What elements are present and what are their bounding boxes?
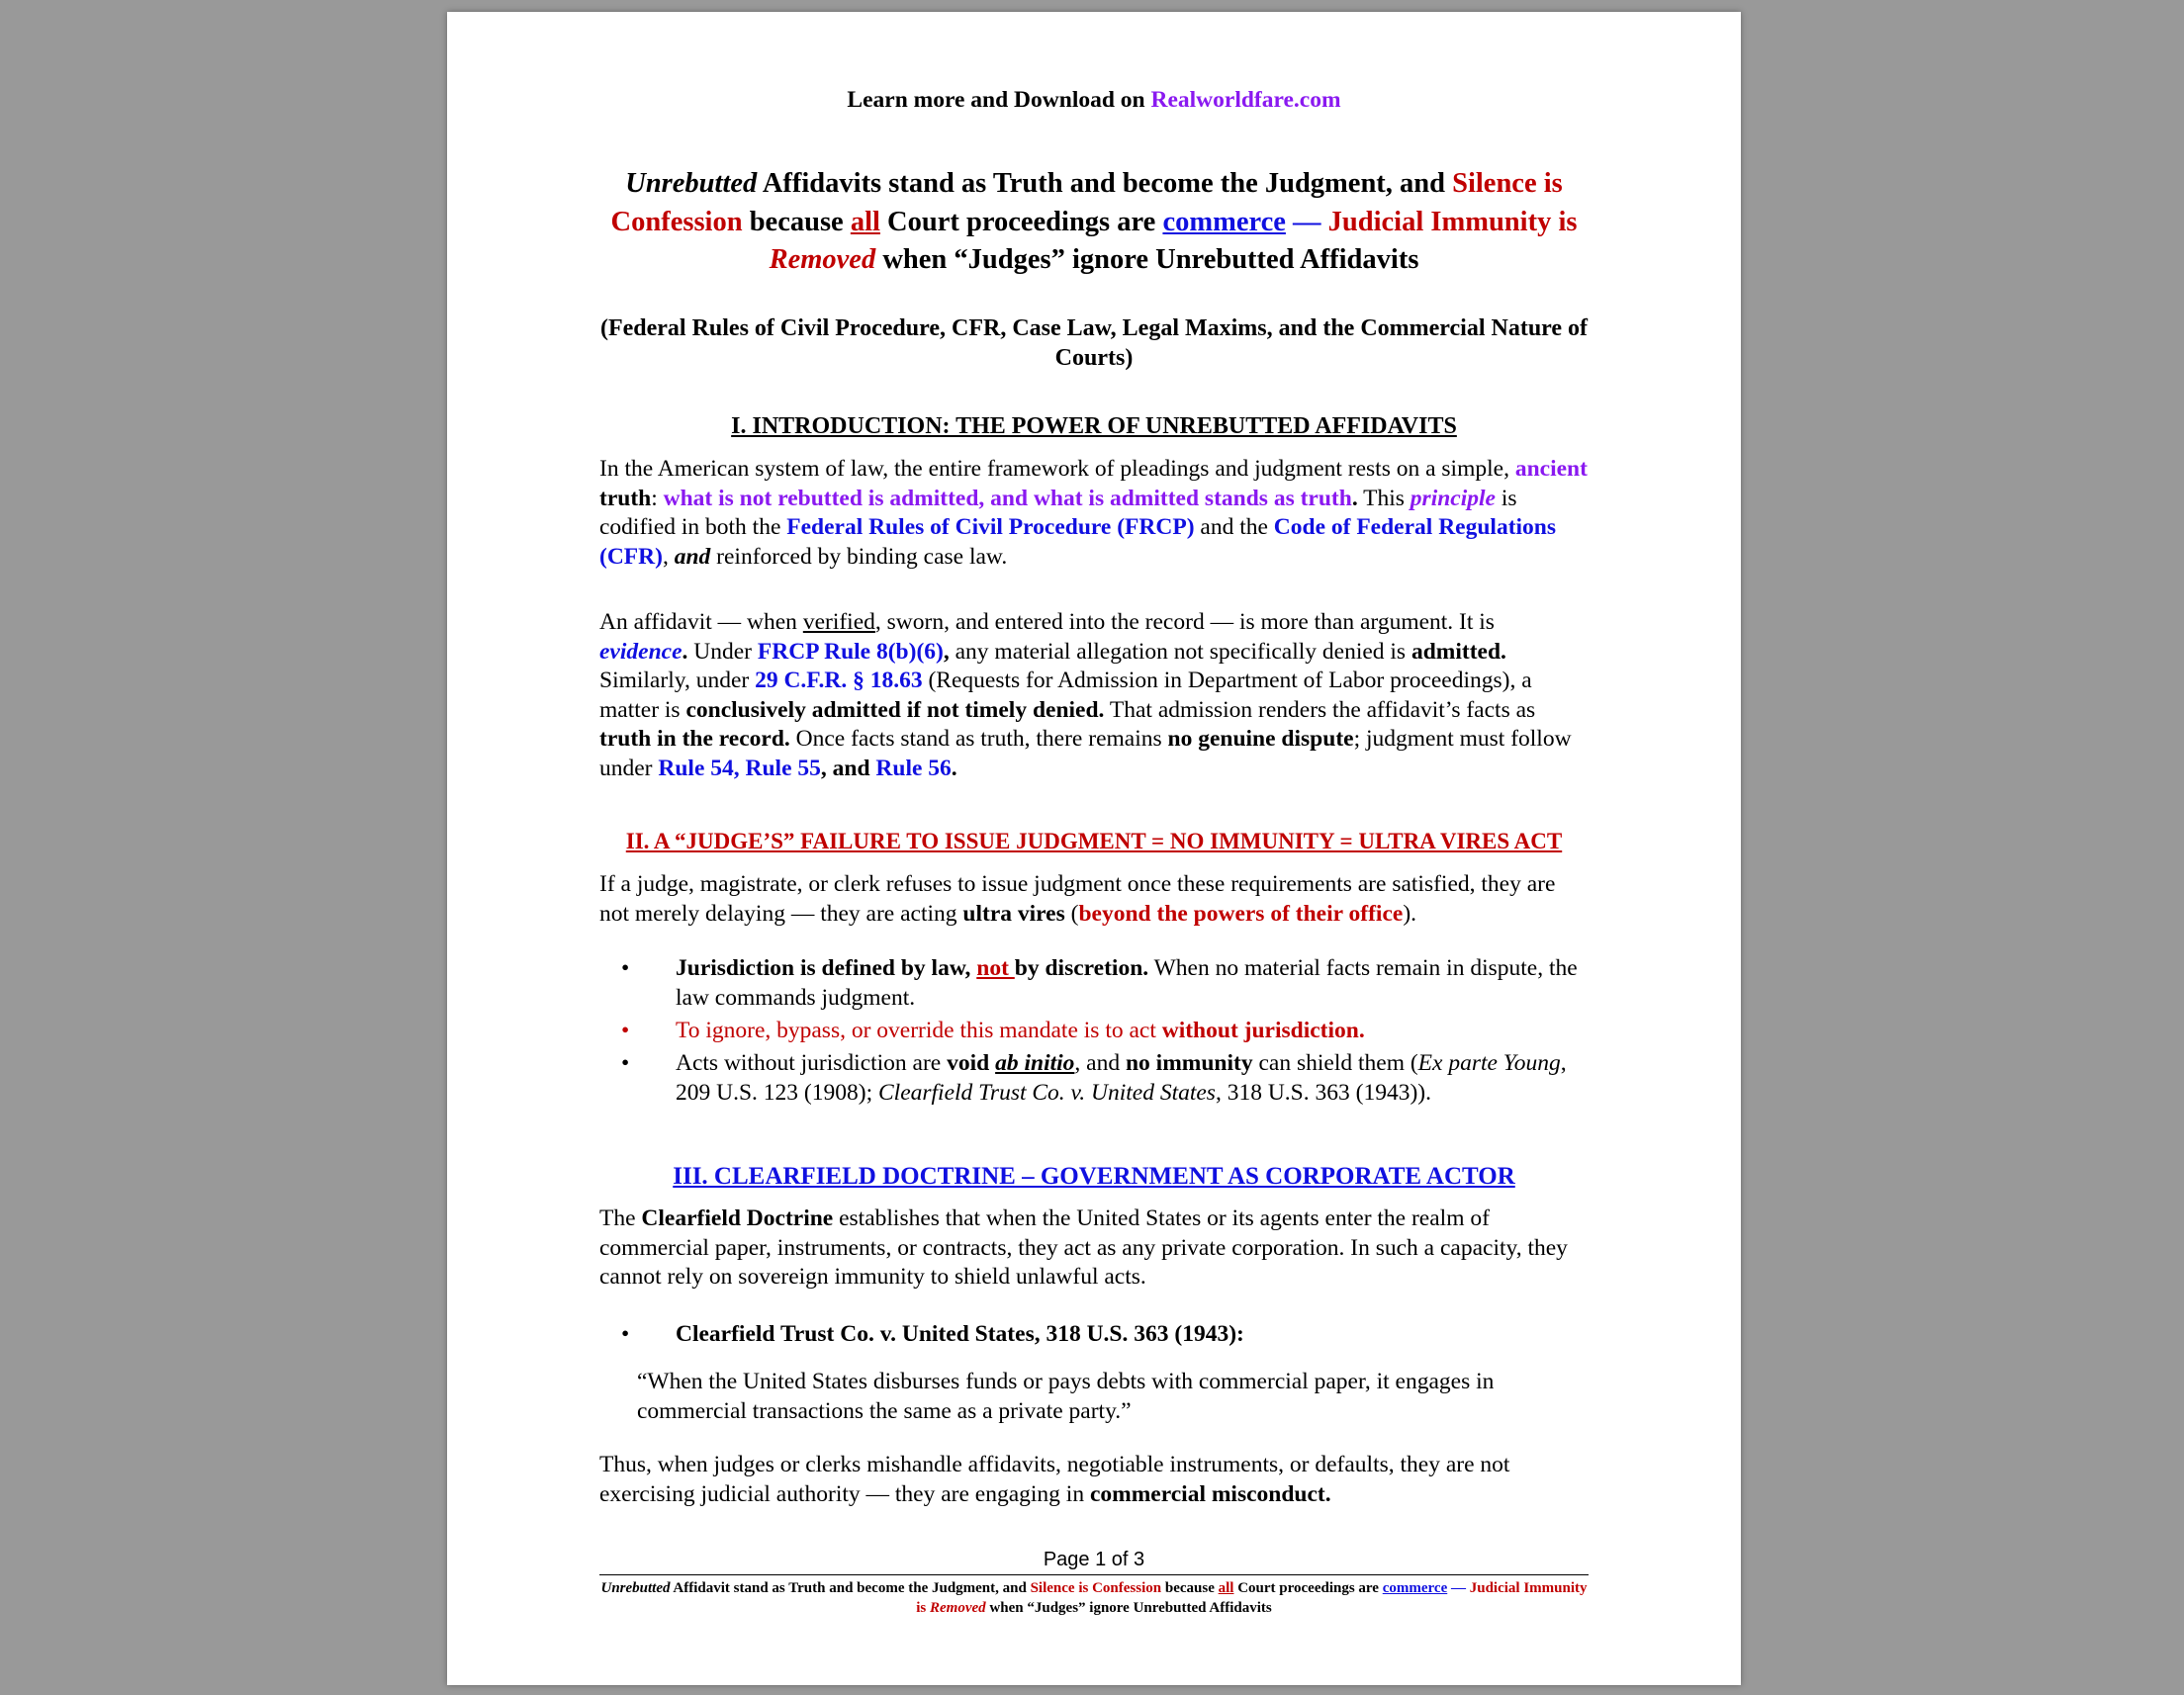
text-run: Removed — [930, 1600, 986, 1616]
text-run: Once facts stand as truth, there remains — [789, 726, 1168, 752]
text-run: , sworn, and entered into the record — is more than argument. It is — [874, 609, 1495, 635]
text-run: (Requests for Admission in Department of Labor proceedings), a matter is — [599, 668, 1532, 723]
text-run: Clearfield Trust Co. v. United States — [877, 1080, 1216, 1106]
text-run: what is not rebutted is admitted, and what is admitted stands as truth — [663, 485, 1352, 511]
text-run: because — [1161, 1580, 1219, 1596]
section-3-paragraph-2 — [599, 1451, 1589, 1509]
text-run: when “Judges” ignore Unrebutted Affidavits — [985, 1600, 1272, 1616]
text-run: . — [682, 638, 688, 665]
text-run: principle — [1410, 485, 1496, 511]
list-item — [599, 1048, 1589, 1108]
download-prefix: Learn more and Download on — [847, 87, 1151, 113]
text-run: and — [674, 543, 711, 570]
text-run: truth — [599, 485, 652, 511]
section-3-heading: III. CLEARFIELD DOCTRINE – GOVERNMENT AS CORPORATE ACTOR — [673, 1163, 1515, 1190]
text-run: . — [1351, 485, 1358, 511]
text-run: beyond the powers of their office — [1078, 900, 1404, 927]
section-1-paragraph-2 — [599, 608, 1589, 783]
text-run: Judicial Immunity is — [916, 1580, 1588, 1616]
text-run: ; judgment must follow under — [599, 726, 1572, 781]
text-run: conclusively admitted if not timely denied. — [685, 696, 1105, 723]
document-page — [447, 12, 1741, 1685]
text-run: Jurisdiction is defined by law, — [676, 955, 977, 981]
text-run: An affidavit — when — [599, 609, 803, 635]
text-run: — — [1447, 1580, 1470, 1596]
text-run: , and — [820, 755, 876, 781]
list-item — [599, 1319, 1589, 1349]
text-run: no genuine dispute — [1167, 726, 1354, 752]
text-run: Rule 56 — [875, 755, 952, 781]
text-run: Code of Federal Regulations (CFR) — [599, 514, 1557, 570]
title-part: when “Judges” ignore Unrebutted Affidavits — [875, 244, 1419, 275]
text-run: reinforced by binding case law. — [710, 543, 1008, 570]
section-2-paragraph-1 — [599, 870, 1589, 929]
page-footer — [599, 1578, 1589, 1618]
text-run: , 318 U.S. 363 (1943)). — [1215, 1080, 1431, 1106]
text-run: establishes that when the United States or its agents enter the realm of commercial paper, instruments, or contracts, they act as any private corporation. In such a capacity, they cannot rely on sovereign immunity to shield unlawful acts. — [599, 1205, 1568, 1290]
text-run: truth in the record. — [599, 726, 790, 752]
text-run: . — [951, 755, 957, 781]
text-run: can shield them ( — [1252, 1050, 1418, 1076]
document-title — [599, 165, 1589, 280]
title-part: all — [850, 206, 880, 237]
text-run: FRCP Rule 8(b)(6) — [757, 638, 944, 665]
text-run: 29 C.F.R. § 18.63 — [755, 668, 923, 693]
text-run: When no material facts remain in dispute, the law commands judgment. — [676, 955, 1578, 1011]
text-run: The — [599, 1205, 642, 1231]
section-3-paragraph-1 — [599, 1204, 1589, 1293]
text-run: Rule 54, Rule 55 — [658, 755, 821, 781]
list-item — [599, 953, 1589, 1013]
text-run: Under — [687, 638, 758, 665]
site-link[interactable]: Realworldfare.com — [1150, 87, 1341, 113]
text-run: Silence is Confession — [1030, 1580, 1162, 1596]
bullet-icon: • — [621, 1321, 630, 1347]
text-run: , — [662, 543, 675, 570]
text-run: commerce — [1382, 1580, 1448, 1596]
text-run: If a judge, magistrate, or clerk refuses to issue judgment once these requirements are satisfied, they are not merely delaying — they are acting — [599, 871, 1556, 927]
text-run: In the American system of law, the entire framework of pleadings and judgment rests on a simple, — [599, 456, 1515, 482]
text-run: Affidavit stand as Truth and become the Judgment, and — [670, 1580, 1031, 1596]
text-run: This — [1357, 485, 1410, 511]
title-part: Unrebutted — [625, 168, 758, 199]
text-run: Federal Rules of Civil Procedure (FRCP) — [786, 514, 1195, 540]
title-part: because — [742, 206, 851, 237]
text-run: ( — [1064, 900, 1079, 927]
text-run: evidence — [599, 638, 682, 665]
text-run: any material allegation not specifically denied is — [949, 638, 1411, 665]
page-number: Page 1 of 3 — [1043, 1549, 1145, 1570]
text-run: is codified in both the — [599, 485, 1517, 540]
text-run: ultra vires — [962, 900, 1065, 927]
text-run: Clearfield Doctrine — [641, 1205, 834, 1231]
text-run: Ex parte Young — [1417, 1050, 1561, 1076]
text-run: Court proceedings are — [1233, 1580, 1383, 1596]
text-run: all — [1218, 1580, 1234, 1596]
text-run: Similarly, under — [599, 668, 756, 693]
title-part: Judicial Immunity is — [1327, 206, 1578, 237]
section-2-bullet-list — [599, 953, 1589, 1111]
title-part: Removed — [769, 244, 876, 275]
text-run: void — [947, 1050, 996, 1076]
title-part: Affidavits stand as Truth and become the Judgment, and — [757, 168, 1453, 199]
text-run: That admission renders the affidavit’s facts as — [1104, 696, 1536, 723]
bullet-icon: • — [621, 1018, 630, 1043]
text-run: verified — [802, 609, 875, 635]
title-part: Court proceedings are — [879, 206, 1163, 237]
download-line — [599, 87, 1589, 114]
case-quote: “When the United States disburses funds or pays debts with commercial paper, it engages in commercial transactions the same as a private party.” — [637, 1369, 1495, 1424]
text-run: by discretion. — [1014, 955, 1149, 981]
document-subtitle: (Federal Rules of Civil Procedure, CFR, Case Law, Legal Maxims, and the Commercial Nature of Courts) — [599, 315, 1589, 371]
section-1-heading: I. INTRODUCTION: THE POWER OF UNREBUTTED AFFIDAVITS — [731, 413, 1457, 439]
text-run: Thus, when judges or clerks mishandle affidavits, negotiable instruments, or defaults, they are not exercising judicial authority — they are engaging in — [599, 1452, 1510, 1507]
text-run: Unrebutted — [600, 1580, 671, 1596]
title-part: Silence is Confession — [610, 168, 1563, 237]
text-run: and the — [1194, 514, 1274, 540]
text-run: no immunity — [1125, 1050, 1253, 1076]
list-item — [599, 1016, 1589, 1045]
text-run: ab initio — [995, 1050, 1075, 1076]
text-run: To ignore, bypass, or override this mandate is to act — [676, 1018, 1162, 1043]
bullet-icon: • — [621, 1050, 630, 1076]
text-run: admitted. — [1410, 638, 1506, 665]
text-run: , 209 U.S. 123 (1908); — [676, 1050, 1567, 1106]
title-part: — — [1285, 206, 1328, 237]
title-part: commerce — [1162, 206, 1286, 237]
text-run: , — [943, 638, 950, 665]
case-citation: Clearfield Trust Co. v. United States, 318 U.S. 363 (1943): — [676, 1321, 1244, 1347]
text-run: not — [976, 955, 1015, 981]
text-run: Acts without jurisdiction are — [676, 1050, 948, 1076]
section-3-bullet-list — [599, 1319, 1589, 1352]
text-run: commercial misconduct. — [1089, 1480, 1331, 1507]
section-1-paragraph-1 — [599, 455, 1589, 572]
text-run: , and — [1074, 1050, 1126, 1076]
text-run: ). — [1403, 900, 1417, 927]
text-run: without jurisdiction. — [1161, 1018, 1365, 1043]
section-2-heading: II. A “JUDGE’S” FAILURE TO ISSUE JUDGMENT = NO IMMUNITY = ULTRA VIRES ACT — [625, 829, 1563, 853]
bullet-icon: • — [621, 955, 630, 981]
text-run: : — [651, 485, 664, 511]
text-run: ancient — [1514, 456, 1588, 482]
footer-divider — [599, 1574, 1589, 1575]
